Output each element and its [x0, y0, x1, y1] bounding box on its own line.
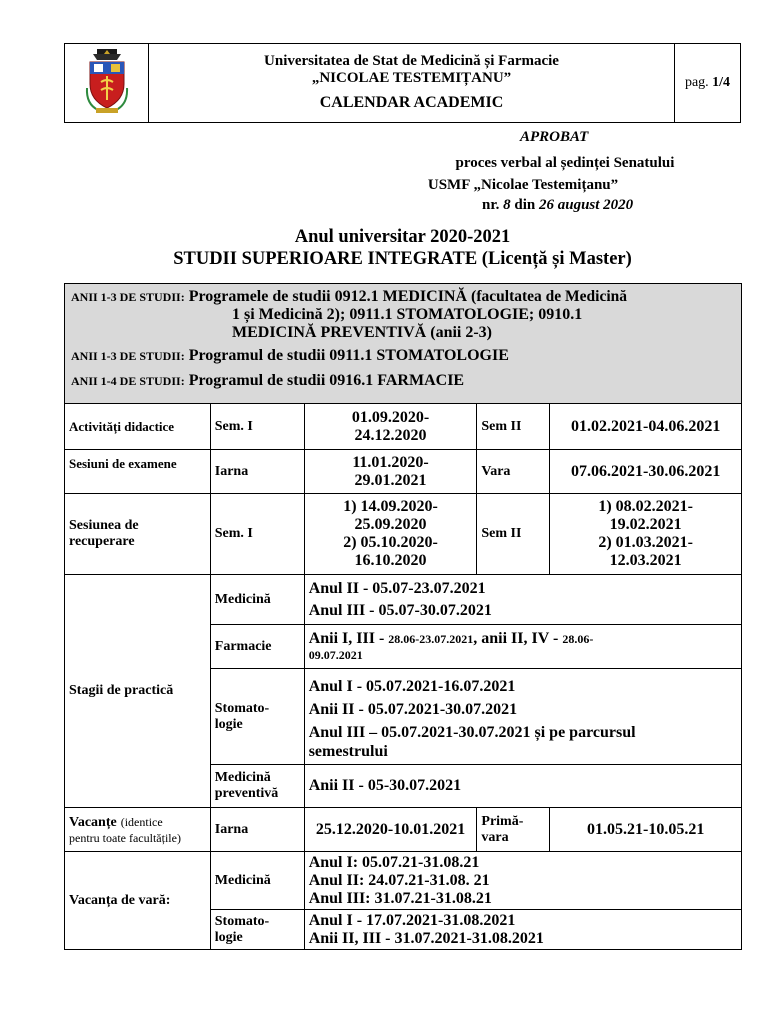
- summer-session-value: 07.06.2021-30.06.2021: [550, 450, 742, 494]
- summer-holiday-medicine-value: [304, 852, 741, 910]
- spring-holiday-value: 01.05.21-10.05.21: [550, 808, 742, 852]
- exam-sessions-row: [65, 450, 742, 494]
- retake-session-label: [65, 494, 211, 575]
- retake-sem1-line3: 2) 05.10.2020-: [343, 534, 438, 551]
- programs-text-1-line2: 1 și Medicină 2); 0911.1 STOMATOLOGIE; 0910.1: [232, 306, 583, 323]
- retake-sem1-line2: 25.09.2020: [354, 516, 427, 533]
- dentistry-line4: semestrului: [308, 742, 388, 760]
- programs-text-3: Programul de studii 0916.1 FARMACIE: [188, 372, 465, 389]
- internship-medicine-line2: Anul III - 05.07-30.07.2021: [308, 601, 492, 619]
- studies-title: [64, 248, 741, 270]
- activities-sem2-value: 01.02.2021-04.06.2021: [550, 404, 742, 450]
- din-label: din: [514, 197, 536, 213]
- retake-sem1-value: [304, 494, 477, 575]
- winter-session-line2: 29.01.2021: [354, 471, 427, 489]
- summer-holiday-medicine-label: Medicină: [210, 852, 304, 910]
- internship-pharmacy-label: Farmacie: [210, 625, 304, 669]
- summer-medicine-line1: Anul I: 05.07.21-31.08.21: [308, 853, 480, 871]
- university-name-quoted: „NICOLAE TESTEMIȚANU”: [311, 70, 512, 86]
- winter-label: Iarna: [210, 450, 304, 494]
- holidays-label: Vacanțe: [69, 815, 117, 830]
- nr-value: 8: [503, 197, 511, 213]
- internship-medicine-value: [304, 575, 741, 625]
- retake-sem2-line4: 12.03.2021: [609, 552, 682, 569]
- university-logo-cell: [65, 44, 149, 123]
- preventive-label-line2: preventivă: [214, 786, 279, 801]
- retake-sem2-label: Sem II: [477, 494, 550, 575]
- preventive-label-line1: Medicină: [214, 770, 271, 785]
- studies-type: STUDII SUPERIOARE INTEGRATE: [173, 249, 478, 269]
- summer-dentistry-label-line2: logie: [214, 929, 243, 945]
- internship-preventive-value: Anii II - 05-30.07.2021: [304, 765, 741, 808]
- retake-sem1-line4: 16.10.2020: [354, 552, 427, 569]
- dentistry-line3: Anul III – 05.07.2021-30.07.2021 și pe parcursul: [308, 723, 636, 741]
- retake-sem2-line1: 1) 08.02.2021-: [598, 498, 693, 515]
- summer-label: Vara: [477, 450, 550, 494]
- dentistry-line2: Anii II - 05.07.2021-30.07.2021: [308, 700, 518, 718]
- activities-sem1-line2: 24.12.2020: [354, 426, 427, 444]
- retake-session-row: [65, 494, 742, 575]
- pharmacy-dates-1: 28.06-23.07.2021: [388, 632, 474, 646]
- approval-line-3: [482, 197, 633, 214]
- winter-session-value: [304, 450, 477, 494]
- pharmacy-dates-2a: 28.06-: [562, 632, 594, 646]
- dentistry-label-line1: Stomato-: [214, 700, 270, 716]
- programs-label-3: ANII 1-4 DE STUDII:: [71, 374, 185, 388]
- approved-label: APROBAT: [520, 129, 589, 145]
- academic-year-title: Anul universitar 2020-2021: [294, 227, 511, 247]
- programs-cell: [65, 284, 742, 404]
- calendar-table: [64, 283, 742, 950]
- spring-holiday-label: [477, 808, 550, 852]
- internship-preventive-label: [210, 765, 304, 808]
- summer-holiday-dentistry-value: [304, 910, 741, 950]
- approval-line-2: USMF „Nicolae Testemițanu”: [427, 177, 619, 193]
- spring-label-line2: vara: [481, 829, 509, 845]
- internship-medicine-row: [65, 575, 742, 625]
- programs-row: [65, 284, 742, 404]
- page-label: pag.: [684, 75, 709, 90]
- internship-medicine-line1: Anul II - 05.07-23.07.2021: [308, 579, 486, 597]
- internship-pharmacy-value: [304, 625, 741, 669]
- internships-label: Stagii de practică: [65, 575, 211, 808]
- winter-session-line1: 11.01.2020-: [352, 453, 429, 471]
- summer-dentistry-line2: Anii II, III - 31.07.2021-31.08.2021: [308, 929, 544, 947]
- nr-label: nr.: [482, 197, 500, 213]
- approval-date: 26 august 2020: [538, 197, 634, 213]
- exam-sessions-label: Sesiuni de examene: [65, 450, 211, 494]
- activities-label: Activități didactice: [65, 404, 211, 450]
- programs-text-1a: Programele de studii 0912.1 MEDICINĂ (: [188, 288, 477, 305]
- programs-text-1-line3: MEDICINĂ PREVENTIVĂ (anii 2-3): [232, 324, 493, 341]
- holidays-note-a: (identice: [120, 815, 163, 829]
- retake-sem2-line3: 2) 01.03.2021-: [598, 534, 693, 551]
- retake-sem1-label: Sem. I: [210, 494, 304, 575]
- header-title-cell: [149, 44, 675, 123]
- summer-dentistry-label-line1: Stomato-: [214, 913, 270, 929]
- holidays-row: [65, 808, 742, 852]
- pharmacy-years-2: , anii II, IV -: [473, 630, 563, 647]
- programs-label-1: ANII 1-3 DE STUDII:: [71, 290, 185, 304]
- retake-sem1-line1: 1) 14.09.2020-: [343, 498, 438, 515]
- document-header: [64, 43, 741, 123]
- retake-sem2-value: [550, 494, 742, 575]
- summer-holiday-dentistry-label: [210, 910, 304, 950]
- summer-medicine-line2: Anul II: 24.07.21-31.08. 21: [308, 871, 490, 889]
- document-title: CALENDAR ACADEMIC: [319, 94, 504, 111]
- programs-text-1b: facultatea de Medicină: [476, 288, 628, 305]
- dentistry-line1: Anul I - 05.07.2021-16.07.2021: [308, 677, 516, 695]
- programs-text-2: Programul de studii 0911.1 STOMATOLOGIE: [188, 347, 509, 364]
- activities-sem1-value: [304, 404, 477, 450]
- sem2-label: Sem II: [477, 404, 550, 450]
- page-value: 1/4: [712, 75, 731, 90]
- university-name: Universitatea de Stat de Medicină și Farmacie: [264, 53, 559, 69]
- programs-label-2: ANII 1-3 DE STUDII:: [71, 349, 185, 363]
- internship-dentistry-label: [210, 669, 304, 765]
- university-crest-icon: [84, 48, 130, 114]
- summer-dentistry-line1: Anul I - 17.07.2021-31.08.2021: [308, 911, 516, 929]
- activities-row: [65, 404, 742, 450]
- pharmacy-years-1: Anii I, III -: [308, 630, 389, 647]
- studies-subtype: (Licență și Master): [481, 249, 632, 269]
- spring-label-line1: Primă-: [481, 813, 524, 829]
- page-number-cell: [675, 44, 741, 123]
- approval-line-1: proces verbal al ședinței Senatului: [455, 155, 675, 171]
- activities-sem1-line1: 01.09.2020-: [351, 408, 430, 426]
- pharmacy-dates-2b: 09.07.2021: [308, 648, 363, 662]
- retake-label-line1: Sesiunea de: [69, 518, 139, 533]
- sem1-label: Sem. I: [210, 404, 304, 450]
- internship-medicine-label: Medicină: [210, 575, 304, 625]
- dentistry-label-line2: logie: [214, 716, 243, 732]
- internship-dentistry-value: [304, 669, 741, 765]
- retake-label-line2: recuperare: [69, 534, 135, 549]
- retake-sem2-line2: 19.02.2021: [609, 516, 682, 533]
- holidays-label-cell: [65, 808, 211, 852]
- summer-holiday-medicine-row: [65, 852, 742, 910]
- winter-holiday-value: 25.12.2020-10.01.2021: [304, 808, 477, 852]
- summer-holiday-label: Vacanța de vară:: [65, 852, 211, 950]
- summer-medicine-line3: Anul III: 31.07.21-31.08.21: [308, 889, 492, 907]
- holidays-note-b: pentru toate facultățile): [69, 831, 181, 845]
- winter-holiday-label: Iarna: [210, 808, 304, 852]
